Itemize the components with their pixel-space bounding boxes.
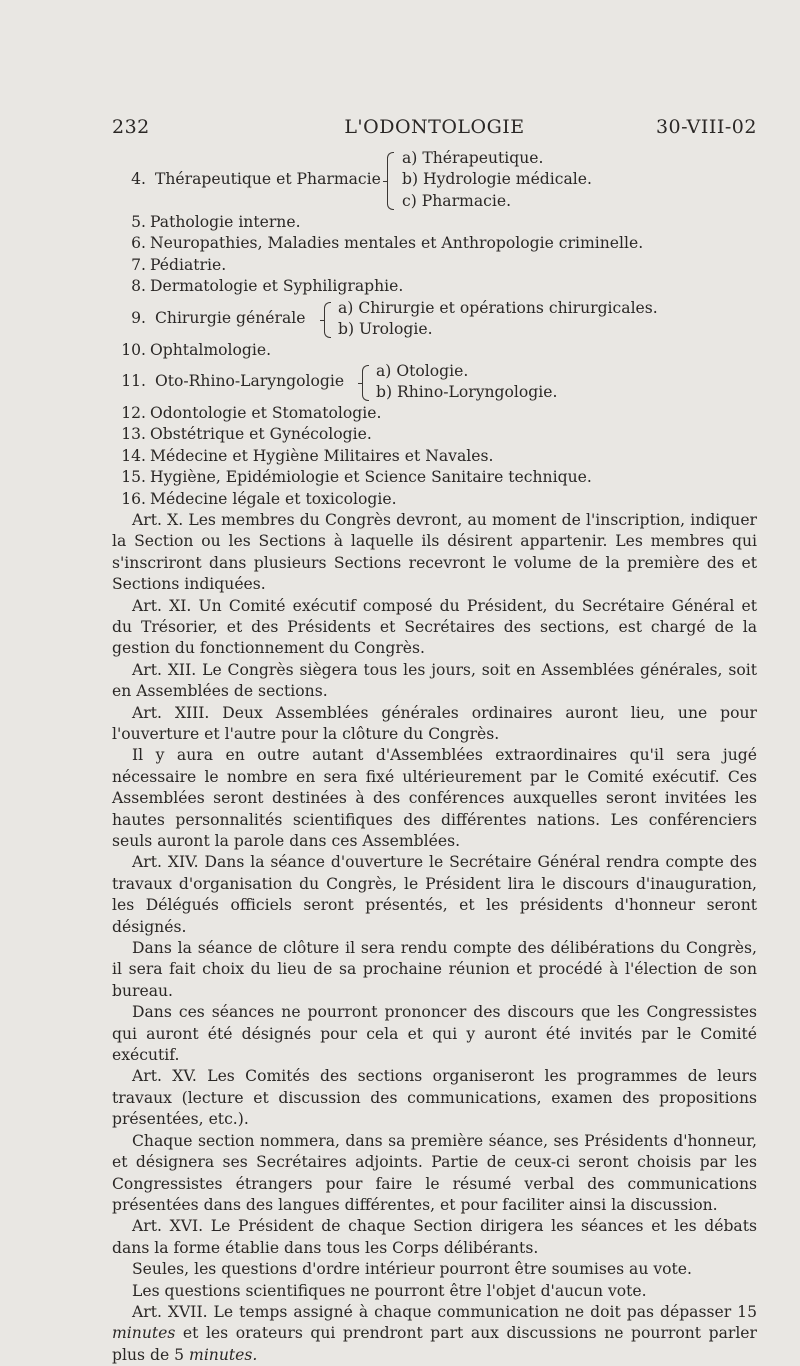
section-number: 14. [121,446,146,465]
emphasis-minutes: minutes [112,1324,176,1343]
section-item-16 [112,489,757,510]
section-name: Obstétrique et Gynécologie. [150,425,372,444]
section-item-15 [112,467,757,488]
section-name: Oto-Rhino-Laryngologie [154,371,345,390]
section-name: Odontologie et Stomatologie. [150,403,382,422]
subsection-item: c) Pharmacie. [402,191,512,210]
subsection-item: b) Urologie. [338,319,433,338]
speakers-paragraph: Dans ces séances ne pourront prononcer des discours que les Congressistes qui auront été désignés pour cela et qui y auront été invités par le Comité exécutif. [112,1003,757,1065]
page-body [112,148,757,1366]
subsection-item: b) Hydrologie médicale. [402,170,592,189]
subsection-item: a) Chirurgie et opérations chirurgicales. [338,298,658,317]
subsection-list [402,148,592,212]
section-item-9 [112,298,757,340]
extraordinary-assemblies-paragraph: Il y aura en outre autant d'Assemblées extraordinaires qu'il sera jugé nécessaire le nombre en sera fixé ultérieurement par le Comité exécutif. Ces Assemblées seront destinées à des conférences auxquelles seront invitées les hautes personnalités scientifiques des différentes nations. Les conférenciers seuls auront la parole dans ces Assemblées. [112,746,757,850]
section-number: 16. [121,489,146,508]
section-name: Hygiène, Epidémiologie et Science Sanitaire technique. [150,468,592,487]
article-xi-paragraph: Art. XI. Un Comité exécutif composé du Président, du Secrétaire Général et du Trésorier, et des Présidents et Secrétaires des sections, est chargé de la gestion du fonctionnement du Congrès. [112,596,757,658]
section-name: Pédiatrie. [150,255,227,274]
section-name: Dermatologie et Syphiligraphie. [150,277,404,296]
section-name: Ophtalmologie. [150,340,272,359]
section-number: 15. [121,468,146,487]
section-number: 5. [131,213,146,231]
section-number: 10. [121,340,146,359]
page-number: 232 [112,116,150,138]
section-number: 13. [121,425,146,444]
emphasis-minutes: minutes. [189,1345,258,1364]
section-name: Médecine légale et toxicologie. [150,489,397,508]
subsection-item: b) Rhino-Loryngologie. [376,383,558,402]
brace [387,152,394,210]
section-name: Médecine et Hygiène Militaires et Navales. [150,446,494,465]
brace [324,302,331,338]
article-xvii-text: Art. XVII. Le temps assigné à chaque communication ne doit pas dépasser 15 [132,1302,757,1321]
closing-session-paragraph: Dans la séance de clôture il sera rendu compte des délibérations du Congrès, il sera fait choix du lieu de sa prochaine réunion et procédé à l'élection de son bureau. [112,939,757,1000]
section-item-8 [112,276,757,297]
scientific-votes-paragraph: Les questions scientifiques ne pourront être l'objet d'aucun vote. [132,1281,647,1300]
section-item-12 [112,403,757,424]
article-xiii-paragraph: Art. XIII. Deux Assemblées générales ordinaires auront lieu, une pour l'ouverture et l'autre pour la clôture du Congrès. [112,703,757,743]
section-officers-paragraph: Chaque section nommera, dans sa première séance, ses Présidents d'honneur, et désignera ses Secrétaires adjoints. Partie de ceux-ci seront choisis par les Congressistes étrangers pour faire le résumé verbal des communications présentées dans des langues différentes, et pour faciliter ainsi la discussion. [112,1131,757,1214]
section-item-14 [112,446,757,467]
section-item-6 [112,233,757,254]
section-number: 11. [121,371,146,390]
section-item-11 [112,361,757,403]
subsection-list [338,298,658,341]
section-name: Neuropathies, Maladies mentales et Anthropologie criminelle. [150,234,644,253]
brace [362,365,369,401]
article-xvii-paragraph [112,1302,757,1366]
section-number: 4. [131,170,146,188]
internal-votes-paragraph: Seules, les questions d'ordre intérieur pourront être soumises au vote. [132,1260,692,1279]
journal-title: L'ODONTOLOGIE [344,116,525,138]
section-number: 9. [131,308,146,327]
section-name: Thérapeutique et Pharmacie [154,170,381,188]
subsection-item: a) Thérapeutique. [402,149,544,167]
section-number: 7. [131,255,146,274]
article-xiv-paragraph: Art. XIV. Dans la séance d'ouverture le Secrétaire Général rendra compte des travaux d'organisation du Congrès, le Président lira le discours d'inauguration, les Délégués officiels seront présentés, et les présidents d'honneur seront désignés. [112,853,757,936]
section-item-5 [112,212,757,233]
subsection-list [376,361,557,404]
section-name: Chirurgie générale [154,308,306,327]
section-number: 12. [121,403,146,422]
issue-date: 30-VIII-02 [655,116,757,138]
section-number: 8. [131,277,146,296]
section-item-10 [112,340,757,361]
section-number: 6. [131,234,146,253]
article-x-paragraph: Art. X. Les membres du Congrès devront, au moment de l'inscription, indiquer la Section ou les Sections à laquelle ils désirent appartenir. Les membres qui s'inscriront dans plusieurs Sections recevront le volume de la première des et Sections indiquées. [112,510,757,594]
section-item-7 [112,255,757,276]
article-xii-paragraph: Art. XII. Le Congrès siègera tous les jours, soit en Assemblées générales, soit en Assemblées de sections. [112,660,757,701]
article-xv-paragraph: Art. XV. Les Comités des sections organiseront les programmes de leurs travaux (lecture et discussion des communications, examen des propositions présentées, etc.). [112,1067,757,1129]
running-header [112,116,757,140]
article-xvii-text: et les orateurs qui prendront part aux discussions ne pourront parler plus de 5 [112,1324,757,1364]
article-xvi-paragraph: Art. XVI. Le Président de chaque Section dirigera les séances et les débats dans la forme établie dans tous les Corps délibérants. [112,1217,757,1257]
subsection-item: a) Otologie. [376,361,469,380]
section-item-4 [112,148,757,212]
section-item-13 [112,424,757,445]
section-name: Pathologie interne. [150,213,301,231]
